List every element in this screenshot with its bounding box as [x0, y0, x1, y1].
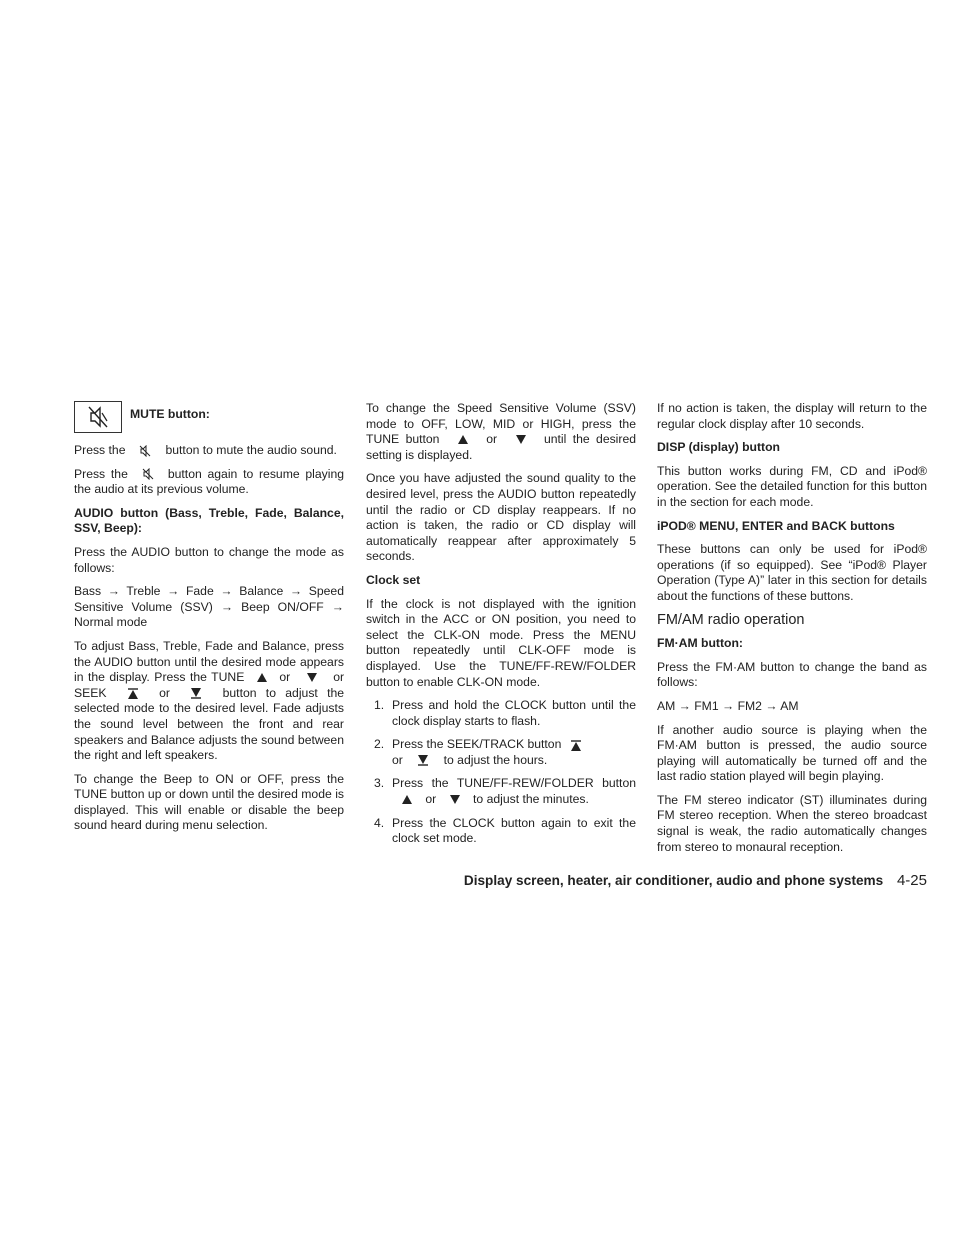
- seek-up-icon: [128, 688, 138, 699]
- mute-icon: [142, 468, 154, 480]
- text: or: [159, 685, 170, 700]
- fmam-section-title: FM/AM radio operation: [657, 611, 805, 628]
- mute-paragraph-2: [74, 467, 344, 498]
- text: To change the Speed Sensitive Volume (SSV) mode to OFF, LOW, MID or HIGH, press the TUNE button: [366, 401, 636, 447]
- text: or: [486, 432, 498, 447]
- list-item: [366, 776, 636, 807]
- disp-paragraph: This button works during FM, CD and iPod® operation. See the detailed function for this button in the section for each mode.: [657, 463, 927, 509]
- page-number: 4-25: [896, 872, 927, 889]
- text: Press the SEEK/TRACK button: [392, 737, 562, 752]
- list-item: [366, 737, 636, 768]
- step-number: 4.: [374, 815, 385, 830]
- mute-icon: [85, 405, 111, 429]
- step-text: Press the CLOCK button again to exit the clock set mode.: [392, 815, 636, 846]
- step-number: 3.: [374, 776, 385, 791]
- noaction-paragraph: If no action is taken, the display will return to the regular clock display after 10 seconds.: [657, 401, 927, 431]
- text: until the desired setting is displayed.: [366, 432, 637, 462]
- fmam-paragraph-4: The FM stereo indicator (ST) illuminates during FM stereo reception. When the stereo broadcast signal is weak, the radio automatically changes from stereo to monaural reception.: [657, 792, 927, 854]
- audio-paragraph-2: Bass → Treble → Fade → Balance → Speed Sensitive Volume (SSV) → Beep ON/OFF → Normal mode: [74, 584, 344, 630]
- list-item: [366, 816, 636, 847]
- text: Press the TUNE/FF-REW/FOLDER button: [392, 776, 636, 791]
- text: To adjust Bass, Treble, Fade and Balance, press the AUDIO button until the desired mode appears in the display. Press the TUNE: [74, 638, 344, 685]
- ssv-paragraph: [366, 401, 636, 463]
- step-text: [392, 737, 636, 768]
- column-2: [366, 401, 636, 855]
- mute-icon-box: [74, 401, 122, 433]
- footer-title: Display screen, heater, air conditioner, audio and phone systems: [463, 873, 884, 888]
- text: Press the: [74, 443, 126, 457]
- text: Press the: [74, 466, 128, 481]
- column-1: [74, 401, 344, 842]
- clock-heading: Clock set: [366, 572, 421, 587]
- text: or: [425, 792, 437, 807]
- fmam-paragraph-3: If another audio source is playing when the FM·AM button is pressed, the audio source playing will automatically be turned off and the last radio station played will begin playing.: [657, 722, 927, 784]
- mute-icon: [139, 445, 151, 457]
- seek-down-icon: [191, 688, 201, 699]
- text: button to mute the audio sound.: [165, 443, 337, 457]
- text: button to adjust the selected mode to the desired level. Fade adjusts the sound level between the front and rear speakers and Balance adjusts the sound between the right and left speakers.: [74, 685, 345, 763]
- text: or SEEK: [74, 670, 345, 700]
- fmam-paragraph-1: Press the FM·AM button to change the band as follows:: [657, 659, 927, 690]
- text: or: [392, 752, 403, 767]
- fmam-paragraph-2: AM → FM1 → FM2 → AM: [657, 698, 799, 713]
- disp-heading: DISP (display) button: [657, 440, 781, 455]
- down-arrow-icon: [307, 673, 317, 682]
- down-arrow-icon: [450, 795, 460, 804]
- clock-paragraph: If the clock is not displayed with the ignition switch in the ACC or ON position, you need to select the CLK-ON mode. Press the MENU button repeatedly until CLK-OFF mode is displayed. Use the TUNE/FF-REW/FOLDER button to enable CLK-ON mode.: [366, 596, 636, 689]
- up-arrow-icon: [257, 673, 267, 682]
- up-arrow-icon: [458, 435, 468, 444]
- text: to adjust the hours.: [443, 752, 548, 767]
- mute-title: MUTE button:: [130, 407, 210, 421]
- down-arrow-icon: [516, 435, 526, 444]
- column-3: [657, 401, 927, 863]
- text: button again to resume playing the audio at its previous volume.: [74, 466, 344, 497]
- beep-paragraph: To change the Beep to ON or OFF, press the TUNE button up or down until the desired mode is displayed. This will enable or disable the beep sound heard during menu selection.: [74, 771, 344, 833]
- step-text: [392, 776, 636, 807]
- audio-paragraph-3: [74, 639, 344, 764]
- clock-steps-list: [366, 698, 636, 847]
- text: to adjust the minutes.: [473, 792, 589, 807]
- page-footer: [464, 872, 927, 889]
- up-arrow-icon: [402, 795, 412, 804]
- list-item: [366, 698, 636, 729]
- audio-paragraph-1: Press the AUDIO button to change the mode as follows:: [74, 544, 344, 575]
- mute-heading-row: [74, 401, 344, 433]
- text: or: [279, 670, 291, 685]
- mute-paragraph-1: [74, 443, 344, 459]
- step-number: 2.: [374, 737, 385, 752]
- fmam-heading: FM·AM button:: [657, 636, 743, 651]
- seek-up-icon: [571, 740, 581, 751]
- step-number: 1.: [374, 698, 385, 713]
- step-text: Press and hold the CLOCK button until the clock display starts to flash.: [392, 698, 636, 728]
- quality-paragraph: Once you have adjusted the sound quality to the desired level, press the AUDIO button repeatedly until the radio or CD display reappears. If no action is taken, the radio or CD display will automatically reappear after approximately 5 seconds.: [366, 471, 636, 564]
- audio-heading: AUDIO button (Bass, Treble, Fade, Balance, SSV, Beep):: [74, 505, 344, 536]
- seek-down-icon: [418, 755, 428, 766]
- ipod-heading: iPOD® MENU, ENTER and BACK buttons: [657, 518, 895, 533]
- ipod-paragraph: These buttons can only be used for iPod® operations (if so equipped). See “iPod® Player Operation (Type A)” later in this section for details about the functions of these buttons.: [657, 542, 927, 603]
